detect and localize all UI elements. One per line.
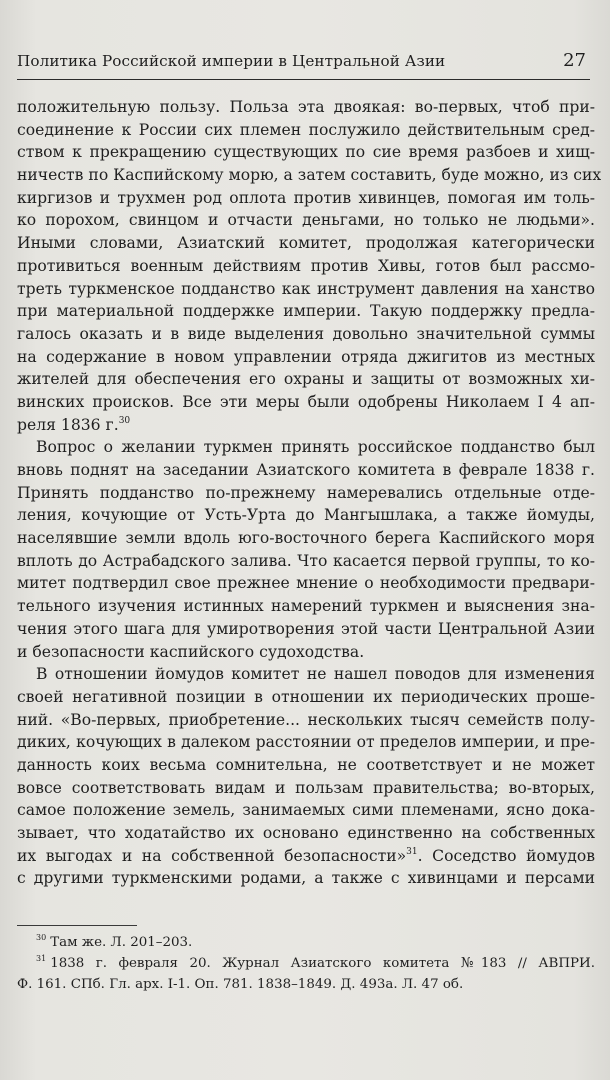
text-line: винских происков. Все эти меры были одобрены Николаем I 4 ап-: [17, 392, 595, 411]
text-line: вновь поднят на заседании Азиатского комитета в феврале 1838 г.: [17, 461, 595, 479]
text-line: противиться военным действиям против Хивы, готов был рассмо-: [17, 256, 595, 275]
paragraph-start: В отношении йомудов комитет не нашел поводов для изменения: [36, 665, 595, 684]
text-line: Иными словами, Азиатский комитет, продолжая категорически: [17, 234, 595, 253]
page-number: 27: [563, 50, 586, 71]
text-line: с другими туркменскими родами, а также с хивинцами и персами: [17, 869, 595, 888]
text-line: вплоть до Астрабадского залива. Что касается первой группы, то ко-: [17, 551, 595, 570]
footnote-text: Там же. Л. 201–203.: [50, 935, 193, 950]
text-line-with-footnote: [17, 414, 595, 437]
text-line: киргизов и трухмен род оплота против хивинцев, помогая им толь-: [17, 188, 595, 207]
footnote-rule: [17, 925, 137, 926]
text-line: ством к прекращению существующих по сие время разбоев и хищ-: [17, 143, 595, 162]
text-line: чения этого шага для умиротворения этой части Центральной Азии: [17, 619, 595, 638]
text-line: треть туркменское подданство как инструмент давления на ханство: [17, 279, 595, 298]
text-line: самое положение земель, занимаемых сими племенами, ясно дока-: [17, 801, 595, 820]
header-rule: [17, 79, 590, 80]
text-line: положительную пользу. Польза эта двоякая: во-первых, чтоб при-: [17, 98, 595, 116]
body-text: [17, 96, 602, 890]
text-line: митет подтвердил свое прежнее мнение о необходимости предвари-: [17, 574, 595, 593]
text-line: ний. «Во-первых, приобретение... нескольких тысяч семейств полу-: [17, 710, 595, 729]
footnotes: [17, 932, 595, 995]
text-line: своей негативной позиции в отношении их периодических проше-: [17, 687, 595, 706]
text-line: диких, кочующих в далеком расстоянии от пределов империи, и пре-: [17, 733, 595, 752]
text-line: данность коих весьма сомнительна, не соответствует и не может: [17, 755, 595, 774]
text-line: вовсе соответствовать видам и пользам правительства; во-вторых,: [17, 778, 595, 797]
text-line: зывает, что ходатайство их основано единственно на собственных: [17, 824, 595, 842]
footnote-ref-31[interactable]: 31: [406, 846, 418, 857]
text-line: галось оказать и в виде выделения довольно значительной суммы: [17, 324, 595, 343]
text-line: жителей для обеспечения его охраны и защиты от возможных хи-: [17, 370, 595, 389]
text-line: соединение к России сих племен послужило действительным сред-: [17, 120, 595, 139]
footnote-31-continuation: Ф. 161. СПб. Гл. арх. I-1. Оп. 781. 1838–1849. Д. 493а. Л. 47 об.: [17, 977, 464, 992]
footnote-number: 30: [36, 933, 47, 942]
running-title: Политика Российской империи в Центральной Азии: [17, 52, 446, 70]
text-span: их выгодах и на собственной безопасности»: [17, 846, 407, 865]
footnote-ref-30[interactable]: 30: [118, 415, 131, 426]
text-line-with-footnote: [17, 845, 595, 868]
text-span: . Соседство йомудов: [417, 846, 596, 865]
text-line: тельного изучения истинных намерений туркмен и выяснения зна-: [17, 597, 595, 616]
page-header: [17, 50, 590, 76]
text-line: ления, кочующие от Усть-Урта до Мангышлака, а также йомуды,: [17, 506, 595, 525]
footnote-text: 1838 г. февраля 20. Журнал Азиатского комитета №183 // АВПРИ.: [50, 956, 595, 971]
text-line: населявшие земли вдоль юго-восточного берега Каспийского моря: [17, 529, 595, 548]
text-line: Принять подданство по-прежнему намеревались отдельные отде-: [17, 483, 595, 502]
paragraph-start: Вопрос о желании туркмен принять российское подданство был: [36, 438, 595, 457]
footnote-30: [17, 932, 595, 953]
text-line: ничеств по Каспийскому морю, а затем составить, буде можно, из сих: [17, 166, 602, 185]
text-line: при материальной поддержке империи. Такую поддержку предла-: [17, 302, 595, 321]
text-line: и безопасности каспийского судоходства.: [17, 642, 365, 661]
footnote-number: 31: [36, 954, 47, 963]
text-line: на содержание в новом управлении отряда джигитов из местных: [17, 347, 595, 366]
text-line: ко порохом, свинцом и отчасти деньгами, но только не людьми».: [17, 211, 595, 230]
text-span: реля 1836 г.: [17, 415, 119, 434]
footnote-31: [17, 953, 595, 974]
